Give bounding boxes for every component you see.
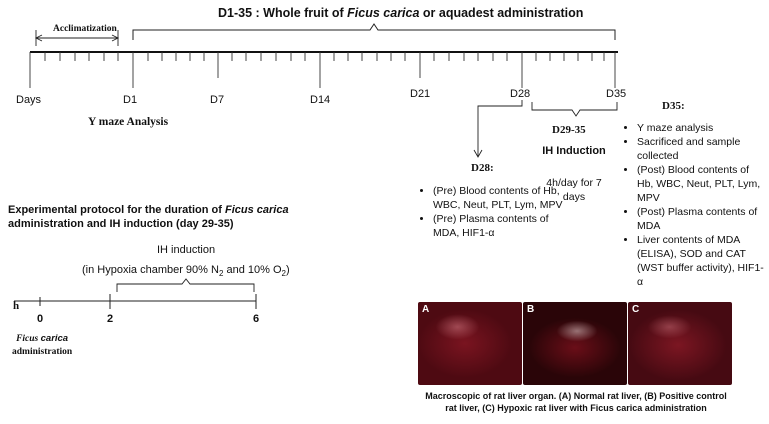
header-prefix: D1-35 : Whole fruit of <box>218 6 348 20</box>
photo-caption <box>406 390 746 414</box>
liver-photo-c <box>628 302 732 385</box>
protocol-tick-0: 0 <box>37 313 44 325</box>
photo-label-b: B <box>527 304 535 315</box>
photo-label-c: C <box>632 304 640 315</box>
d35-item: • Sacrificed and sample collected <box>637 135 767 163</box>
d35-item: • Y maze analysis <box>637 121 767 135</box>
tick-label-d35: D35 <box>606 88 627 100</box>
d35-item: • Liver contents of MDA (ELISA), SOD and CAT (WST buffer activity), HIF1-α <box>637 233 767 289</box>
tick-label-d14: D14 <box>310 94 331 106</box>
protocol-title-line2: administration and IH induction (day 29-35) <box>8 218 234 230</box>
caption-line1: Macroscopic of rat liver organ. (A) Normal rat liver, (B) Positive control <box>425 391 727 401</box>
d29-35-bracket <box>532 102 617 116</box>
d35-item: • (Post) Blood contents of Hb, WBC, Neut, PLT, Lym, MPV <box>637 163 767 205</box>
d35-item: • (Post) Plasma contents of MDA <box>637 205 767 233</box>
acclimatization-label: Acclimatization <box>53 24 117 34</box>
d35-title: D35: <box>662 100 685 112</box>
ymaze-left-label: Y maze Analysis <box>88 116 169 128</box>
liver-photo-b <box>523 302 627 385</box>
chamber-sub-o2: 2 <box>281 269 286 279</box>
caption-line2: rat liver, (C) Hypoxic rat liver with Ficus carica administration <box>445 403 707 413</box>
d29-35-title: D29-35 <box>552 124 586 136</box>
admin-species-a: Ficus <box>16 334 41 344</box>
header-species: Ficus carica <box>347 6 420 20</box>
protocol-admin-label <box>12 332 72 359</box>
d28-title: D28: <box>471 162 494 174</box>
protocol-title-species: Ficus carica <box>224 204 289 216</box>
main-timeline-ticks <box>30 52 615 88</box>
header-bracket <box>133 24 615 40</box>
chamber-end: ) <box>285 264 290 276</box>
photo-label-a: A <box>422 304 430 315</box>
chamber-prefix: (in Hypoxia chamber 90% N <box>82 264 219 276</box>
liver-photo-a <box>418 302 522 385</box>
protocol-title-prefix: Experimental protocol for the duration of <box>8 204 225 216</box>
d28-item: • (Pre) Blood contents of Hb, WBC, Neut, PLT, Lym, MPV <box>433 184 567 212</box>
chamber-sub-n2: 2 <box>218 269 224 279</box>
admin-line2: administration <box>12 347 73 357</box>
d28-arrow <box>478 100 522 156</box>
chamber-mid: and 10% O <box>223 264 282 276</box>
ih-induction-title: IH Induction <box>542 145 606 157</box>
protocol-tick-6: 6 <box>253 313 260 325</box>
ih-induction-desc: 4h/day for 7 days <box>546 177 602 203</box>
tick-label-d28: D28 <box>510 88 531 100</box>
protocol-tick-2: 2 <box>107 313 114 325</box>
header-suffix: or aquadest administration <box>419 6 584 20</box>
protocol-title <box>8 203 289 231</box>
protocol-ih-induction: IH induction <box>157 244 216 256</box>
d35-list <box>623 121 767 289</box>
tick-label-d21: D21 <box>410 88 431 100</box>
tick-label-d7: D7 <box>210 94 225 106</box>
admin-species-b: carica <box>40 333 69 344</box>
protocol-ih-bracket <box>117 279 254 292</box>
d28-item: • (Pre) Plasma contents of MDA, HIF1-α <box>433 212 567 240</box>
days-label: Days <box>16 94 42 106</box>
tick-label-d1: D1 <box>123 94 138 106</box>
protocol-chamber <box>82 264 290 278</box>
protocol-unit-label: h <box>13 300 20 312</box>
